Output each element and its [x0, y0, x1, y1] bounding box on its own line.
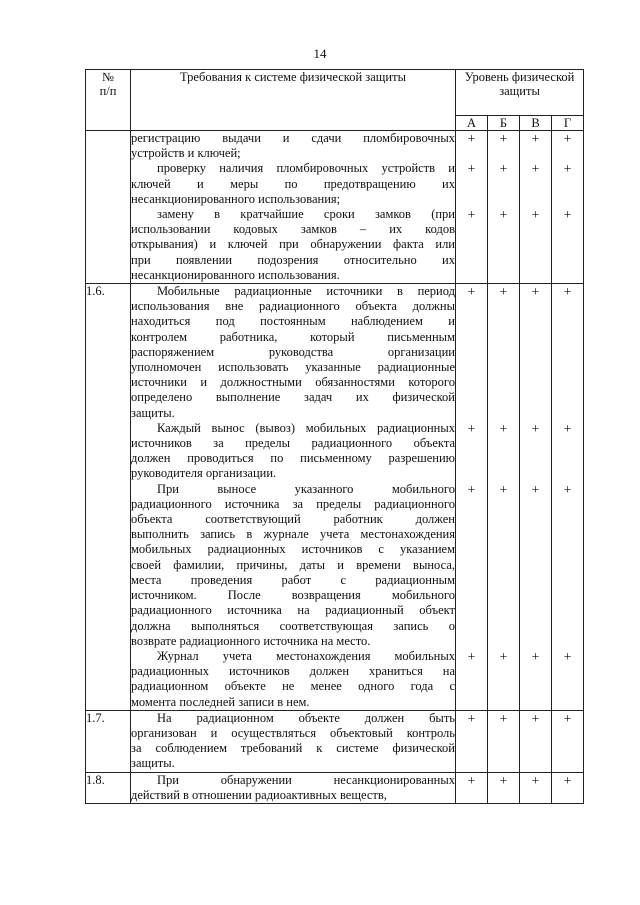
requirement-line: источники и должностными обязанностями которого	[131, 375, 455, 390]
plus-mark: +	[563, 285, 572, 301]
requirement-line: должна выполняться соответствующая запись о	[131, 618, 455, 633]
requirement-line: источником. После возвращения мобильного	[131, 588, 455, 603]
plus-mark: +	[467, 162, 476, 178]
table-row	[86, 284, 584, 711]
row-number: 1.7.	[86, 710, 131, 772]
plus-mark: +	[531, 421, 540, 437]
requirement-line: Журнал учета местонахождения мобильных	[157, 648, 455, 663]
requirement-line: возврате радиационного источника на место.	[131, 633, 371, 648]
requirement-line: источников за пределы радиационного объекта	[131, 436, 455, 451]
level-cell	[488, 772, 520, 803]
plus-mark: +	[499, 421, 508, 437]
requirement-line: контролем работника, который письменным	[131, 329, 455, 344]
requirement-line: радиационных источников должен храниться на	[131, 664, 455, 679]
plus-mark: +	[531, 482, 540, 498]
level-cell	[520, 284, 552, 711]
plus-mark: +	[531, 711, 540, 727]
plus-mark: +	[467, 132, 476, 147]
plus-mark: +	[467, 711, 476, 727]
requirement-line: радиационном объекте не менее одного года с	[131, 679, 455, 694]
plus-mark: +	[531, 649, 540, 665]
requirement-line: момента последней записи в нем.	[131, 694, 310, 709]
requirement-line: руководителя организации.	[131, 466, 277, 481]
plus-mark: +	[563, 421, 572, 437]
level-cell	[552, 710, 584, 772]
requirement-line: своей фамилии, причины, даты и времени выноса,	[131, 557, 455, 572]
plus-mark: +	[467, 773, 476, 789]
requirement-line: несанкционированного использования.	[131, 267, 340, 282]
plus-mark: +	[563, 773, 572, 789]
requirement-line: При обнаружении несанкционированных	[157, 772, 455, 787]
requirement-line: находиться под постоянным наблюдением и	[131, 314, 455, 329]
header-protection-level: Уровень физической защиты	[456, 70, 584, 116]
requirement-line: использовании кодовых замков – их кодов	[131, 222, 455, 237]
row-number: 1.6.	[86, 284, 131, 711]
plus-mark: +	[467, 421, 476, 437]
level-cell	[552, 284, 584, 711]
header-number-label: № п/п	[99, 70, 117, 98]
plus-mark: +	[531, 208, 540, 223]
requirement-line: использования вне радиационного объекта должны	[131, 299, 455, 314]
plus-mark: +	[499, 649, 508, 665]
plus-mark: +	[563, 711, 572, 727]
header-number	[86, 70, 131, 131]
requirement-line: регистрацию выдачи и сдачи пломбировочных	[131, 131, 455, 145]
requirement-text	[131, 772, 456, 803]
requirement-line: Каждый вынос (вывоз) мобильных радиационных	[157, 420, 455, 435]
level-cell	[456, 131, 488, 284]
plus-mark: +	[467, 649, 476, 665]
requirement-line: уполномочен использовать указанные радиационные	[131, 360, 455, 375]
plus-mark: +	[499, 132, 508, 147]
plus-mark: +	[563, 649, 572, 665]
requirement-line: объекта соответствующий работник должен	[131, 512, 455, 527]
requirement-line: открывания) и ключей при обнаружении факта или	[131, 237, 455, 252]
requirements-table	[85, 69, 584, 804]
level-cell	[552, 772, 584, 803]
requirement-line: определено выполнение задач их физической	[131, 390, 455, 405]
requirement-text	[131, 284, 456, 711]
plus-mark: +	[499, 208, 508, 223]
plus-mark: +	[499, 285, 508, 301]
requirement-line: Мобильные радиационные источники в период	[157, 284, 455, 299]
requirement-line: На радиационном объекте должен быть	[157, 710, 455, 725]
row-number: 1.8.	[86, 772, 131, 803]
requirement-line: места проведения работ с радиационным	[131, 572, 455, 587]
plus-mark: +	[563, 208, 572, 223]
level-cell	[520, 131, 552, 284]
plus-mark: +	[467, 482, 476, 498]
requirement-line: за соблюдением требований к системе физической	[131, 741, 455, 756]
level-cell	[520, 710, 552, 772]
level-cell	[456, 772, 488, 803]
requirement-line: действий в отношении радиоактивных веществ,	[131, 787, 387, 802]
plus-mark: +	[563, 162, 572, 178]
requirement-line: при появлении подозрения относительно их	[131, 252, 455, 267]
plus-mark: +	[467, 208, 476, 223]
requirement-line: радиационного источника на радиационный объект	[131, 603, 455, 618]
requirement-line: мобильных радиационных источников с указанием	[131, 542, 455, 557]
table-row	[86, 710, 584, 772]
requirement-line: устройств и ключей;	[131, 146, 241, 161]
plus-mark: +	[531, 132, 540, 147]
table-row	[86, 772, 584, 803]
header-level-2: Б	[488, 116, 520, 131]
table-row	[86, 131, 584, 284]
level-cell	[488, 284, 520, 711]
level-cell	[488, 710, 520, 772]
requirement-line: должен проводиться по письменному разрешению	[131, 451, 455, 466]
header-level-1: А	[456, 116, 488, 131]
requirement-line: распоряжением руководства организации	[131, 344, 455, 359]
requirement-line: защиты.	[131, 756, 175, 771]
plus-mark: +	[499, 482, 508, 498]
requirement-line: радиационного источника за пределы радиационного	[131, 496, 455, 511]
requirement-line: организован и осуществляться объектовый контроль	[131, 725, 455, 740]
requirement-text	[131, 131, 456, 284]
plus-mark: +	[499, 711, 508, 727]
requirement-line: несанкционированного использования;	[131, 191, 341, 206]
level-cell	[488, 131, 520, 284]
requirement-line: защиты.	[131, 405, 175, 420]
level-cell	[456, 710, 488, 772]
requirement-text	[131, 710, 456, 772]
requirement-line: ключей и меры по предотвращению их	[131, 176, 455, 191]
plus-mark: +	[531, 773, 540, 789]
plus-mark: +	[499, 162, 508, 178]
plus-mark: +	[531, 162, 540, 178]
requirement-line: проверку наличия пломбировочных устройств и	[157, 161, 455, 176]
row-number	[86, 131, 131, 284]
plus-mark: +	[531, 285, 540, 301]
requirement-line: замену в кратчайшие сроки замков (при	[157, 207, 455, 222]
plus-mark: +	[563, 132, 572, 147]
level-cell	[456, 284, 488, 711]
page-number: 14	[313, 46, 327, 61]
level-cell	[520, 772, 552, 803]
level-cell	[552, 131, 584, 284]
requirement-line: При выносе указанного мобильного	[157, 481, 455, 496]
plus-mark: +	[563, 482, 572, 498]
requirement-line: выполнить запись в журнале учета местонахождения	[131, 527, 455, 542]
header-level-3: В	[520, 116, 552, 131]
header-requirements: Требования к системе физической защиты	[131, 70, 456, 131]
plus-mark: +	[499, 773, 508, 789]
header-level-4: Г	[552, 116, 584, 131]
plus-mark: +	[467, 285, 476, 301]
table-body	[86, 131, 584, 804]
